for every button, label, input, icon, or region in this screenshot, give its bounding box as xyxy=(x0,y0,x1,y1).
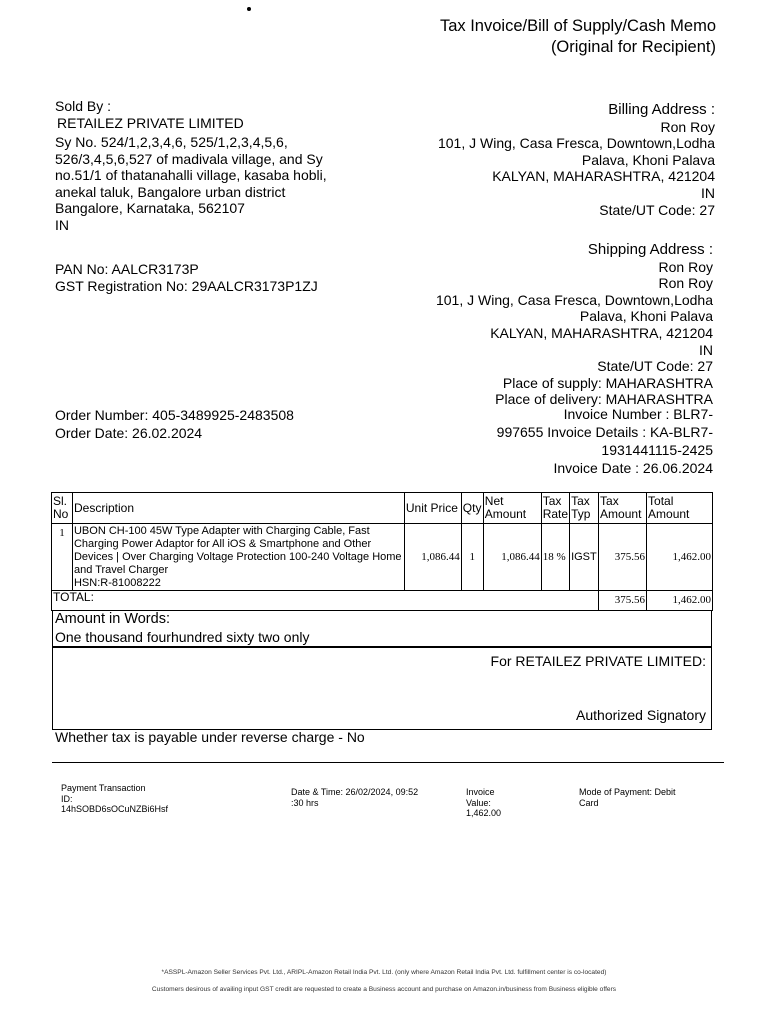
seller-address-line: IN xyxy=(55,216,69,233)
amount-words-label: Amount in Words: xyxy=(55,611,170,627)
row-tax-type: IGST xyxy=(570,524,599,591)
billing-line: Ron Roy xyxy=(660,118,715,135)
invoice-info xyxy=(497,405,713,477)
col-qty: Qty xyxy=(461,493,483,524)
row-net-amount: 1,086.44 xyxy=(483,524,541,591)
billing-line: 101, J Wing, Casa Fresca, Downtown,Lodha xyxy=(437,135,715,152)
col-sl: Sl. No xyxy=(52,493,73,524)
row-qty: 1 xyxy=(461,524,483,591)
table-row xyxy=(52,524,713,591)
row-total-amount: 1,462.00 xyxy=(647,524,713,591)
footer-note-2: Customers desirous of availing input GST credit are requested to create a Business account and purchase on Amazon.in/business from Business eligible offers xyxy=(151,986,617,993)
dot-mark xyxy=(247,7,251,11)
order-date: Order Date: 26.02.2024 xyxy=(55,425,203,441)
seller-address-line: Bangalore, Karnataka, 562107 xyxy=(55,200,245,217)
row-description: UBON CH-100 45W Type Adapter with Charging Cable, Fast Charging Power Adaptor for All iOS & Smartphone and Other Devices | Over Charging Voltage Protection 100-240 Voltage Home and Travel Charger xyxy=(73,525,402,576)
table-header-row xyxy=(52,493,713,524)
signature-for-label: For RETAILEZ PRIVATE LIMITED: xyxy=(490,653,706,669)
billing-line: KALYAN, MAHARASHTRA, 421204 xyxy=(492,168,715,185)
row-description-cell xyxy=(72,524,404,591)
payment-datetime-line: Date & Time: 26/02/2024, 09:52 xyxy=(291,787,419,797)
order-number: Order Number: 405-3489925-2483508 xyxy=(55,407,294,423)
amount-in-words-box xyxy=(52,610,712,647)
shipping-address xyxy=(436,242,713,408)
invoice-value-label: Invoice xyxy=(466,787,495,797)
col-description: Description xyxy=(72,493,404,524)
seller-address-line: anekal taluk, Bangalore urban district xyxy=(55,183,286,200)
shipping-line: Palava, Khoni Palava xyxy=(579,308,713,325)
payment-txn-id-label: ID: xyxy=(61,793,73,804)
place-of-supply: Place of supply: MAHARASHTRA xyxy=(502,374,713,391)
shipping-line: State/UT Code: 27 xyxy=(597,358,713,375)
payment-txn-id: 14hSOBD6sOCuNZBi6Hsf xyxy=(61,804,169,814)
gst-number: GST Registration No: 29AALCR3173P1ZJ xyxy=(55,277,318,294)
payment-transaction xyxy=(61,783,168,815)
seller-tax-ids xyxy=(55,261,318,294)
signature-box xyxy=(52,647,712,730)
invoice-details-cont: 1931441115-2425 xyxy=(601,442,713,458)
amount-words-value: One thousand fourhundred sixty two only xyxy=(55,628,310,645)
reverse-charge-note: Whether tax is payable under reverse charge - No xyxy=(55,729,365,745)
row-tax-amount: 375.56 xyxy=(599,524,647,591)
seller-address-line: Sy No. 524/1,2,3,4,6, 525/1,2,3,4,5,6, xyxy=(55,134,288,150)
payment-datetime xyxy=(291,787,418,808)
payment-txn-label: Payment Transaction xyxy=(61,783,146,793)
col-tax-amount: Tax Amount xyxy=(599,493,647,524)
total-label: TOTAL: xyxy=(52,591,599,611)
total-amount: 1,462.00 xyxy=(647,591,713,611)
invoice-date: Invoice Date : 26.06.2024 xyxy=(553,460,713,476)
pan-number: PAN No: AALCR3173P xyxy=(55,261,199,277)
shipping-line: 101, J Wing, Casa Fresca, Downtown,Lodha xyxy=(435,291,713,308)
seller-address xyxy=(55,134,327,234)
billing-line: Palava, Khoni Palava xyxy=(581,151,715,168)
billing-label: Billing Address : xyxy=(608,101,715,118)
col-tax-rate: Tax Rate xyxy=(541,493,569,524)
row-hsn: HSN:R-81008222 xyxy=(73,577,161,589)
invoice-header xyxy=(440,16,716,58)
invoice-number: Invoice Number : BLR7- xyxy=(563,406,713,422)
table-total-row xyxy=(52,591,713,611)
place-of-delivery: Place of delivery: MAHARASHTRA xyxy=(495,391,713,408)
invoice-value-label-2: Value: xyxy=(466,797,491,808)
shipping-line: KALYAN, MAHARASHTRA, 421204 xyxy=(490,324,713,341)
row-unit-price: 1,086.44 xyxy=(404,524,461,591)
invoice-details: 997655 Invoice Details : KA-BLR7- xyxy=(496,424,713,440)
seller-address-line: 526/3,4,5,6,527 of madivala village, and Sy xyxy=(55,150,323,167)
sold-by-label: Sold By : xyxy=(55,98,112,114)
row-sl: 1 xyxy=(52,524,73,591)
authorized-signatory: Authorized Signatory xyxy=(576,707,706,723)
invoice-title: Tax Invoice/Bill of Supply/Cash Memo xyxy=(439,17,716,35)
total-tax-amount: 375.56 xyxy=(599,591,647,611)
footer-note-1: *ASSPL-Amazon Seller Services Pvt. Ltd., ARIPL-Amazon Retail India Pvt. Ltd. (only where Amazon Retail India Pvt. Ltd. fulfillment center is co-located) xyxy=(161,969,607,976)
shipping-line: Ron Roy xyxy=(658,258,713,275)
seller-address-line: no.51/1 of thatanahalli village, kasaba hobli, xyxy=(55,167,327,184)
billing-address xyxy=(438,102,715,218)
invoice-value-amount: 1,462.00 xyxy=(466,808,502,818)
payment-datetime-line: :30 hrs xyxy=(291,797,319,808)
col-net-amount: Net Amount xyxy=(483,493,541,524)
col-total-amount: Total Amount xyxy=(647,493,713,524)
invoice-subtitle: (Original for Recipient) xyxy=(550,38,716,56)
col-unit-price: Unit Price xyxy=(404,493,461,524)
items-table xyxy=(51,492,713,611)
shipping-line: IN xyxy=(699,341,713,358)
shipping-label: Shipping Address : xyxy=(587,241,713,258)
divider-line xyxy=(52,762,724,763)
billing-line: IN xyxy=(701,184,715,201)
payment-mode-line: Mode of Payment: Debit xyxy=(579,787,676,797)
payment-mode-line: Card xyxy=(579,797,599,808)
payment-invoice-value xyxy=(466,787,501,819)
billing-line: State/UT Code: 27 xyxy=(599,201,715,218)
row-tax-rate: 18 % xyxy=(541,524,569,591)
seller-block xyxy=(55,98,244,131)
order-info xyxy=(55,406,294,442)
col-tax-type: Tax Typ xyxy=(570,493,599,524)
shipping-line: Ron Roy xyxy=(658,275,713,292)
payment-mode xyxy=(579,787,676,808)
seller-name: RETAILEZ PRIVATE LIMITED xyxy=(57,114,244,131)
